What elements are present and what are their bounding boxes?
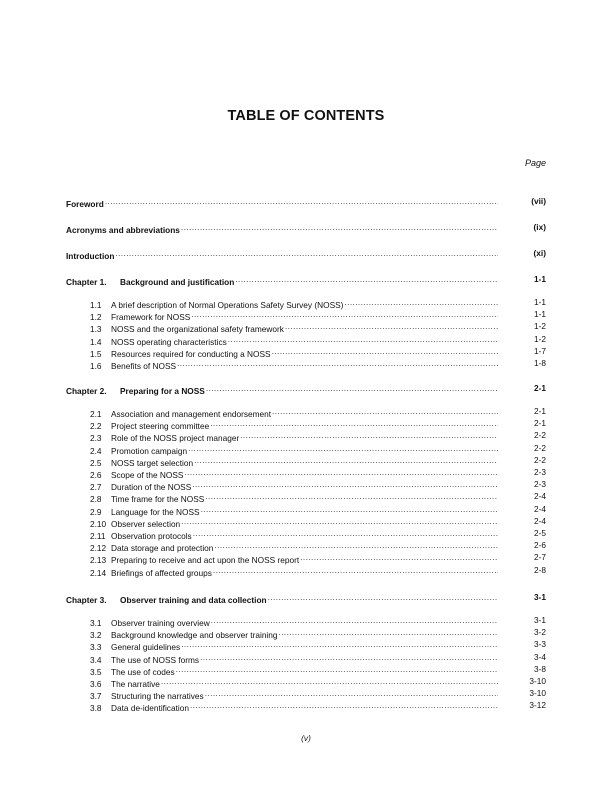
entry-number: 2.2: [90, 421, 102, 431]
dot-leader: [235, 273, 498, 285]
entry-number: 2.4: [90, 446, 102, 456]
entry-title: Data de-identification: [111, 703, 189, 713]
entry-page-number: 2-3: [534, 479, 546, 489]
entry-title: The use of codes: [111, 667, 175, 677]
entry-page-number: (ix): [533, 222, 546, 232]
entry-number: 2.6: [90, 470, 102, 480]
toc-section-entry[interactable]: [90, 357, 546, 369]
entry-number: 3.4: [90, 655, 102, 665]
entry-page-number: 2-2: [534, 443, 546, 453]
dot-leader: [177, 357, 498, 369]
entry-number: 2.14: [90, 568, 107, 578]
entry-title: Benefits of NOSS: [111, 361, 177, 371]
dot-leader: [285, 320, 498, 332]
entry-title: Observer training and data collection: [120, 595, 267, 605]
page-title: TABLE OF CONTENTS: [227, 108, 385, 124]
toc-section-entry[interactable]: [90, 490, 546, 502]
toc-section-entry[interactable]: [90, 687, 546, 699]
toc-section-entry[interactable]: [90, 478, 546, 490]
entry-number: 2.13: [90, 555, 107, 565]
entry-page-number: 2-3: [534, 467, 546, 477]
entry-title: The use of NOSS forms: [111, 655, 200, 665]
toc-section-entry[interactable]: [90, 296, 546, 308]
entry-page-number: 3-3: [534, 639, 546, 649]
entry-page-number: 3-1: [534, 615, 546, 625]
toc-section-entry[interactable]: [90, 405, 546, 417]
entry-title: Observer selection: [111, 519, 181, 529]
entry-number: 3.3: [90, 642, 102, 652]
entry-title: Resources required for conducting a NOSS: [111, 349, 271, 359]
entry-page-number: 2-8: [534, 565, 546, 575]
toc-section-entry[interactable]: [90, 564, 546, 576]
entry-number: 3.6: [90, 679, 102, 689]
toc-section-entry[interactable]: [90, 466, 546, 478]
dot-leader: [161, 675, 498, 687]
toc-section-entry[interactable]: [90, 551, 546, 563]
dot-leader: [181, 221, 498, 233]
entry-number: 2.3: [90, 433, 102, 443]
entry-title: Briefings of affected groups: [111, 568, 212, 578]
entry-number: 3.5: [90, 667, 102, 677]
entry-title: Promotion campaign: [111, 446, 188, 456]
entry-page-number: 1-2: [534, 321, 546, 331]
entry-number: 2.11: [90, 531, 106, 541]
entry-page-number: 2-7: [534, 552, 546, 562]
dot-leader: [272, 345, 498, 357]
entry-page-number: 3-4: [534, 652, 546, 662]
entry-number: 2.8: [90, 494, 102, 504]
entry-page-number: 2-2: [534, 455, 546, 465]
entry-page-number: 3-8: [534, 664, 546, 674]
page-column-label: Page: [524, 158, 546, 168]
toc-section-entry[interactable]: [90, 614, 546, 626]
entry-number: 2.10: [90, 519, 107, 529]
entry-number: 2.9: [90, 507, 102, 517]
dot-leader: [300, 551, 498, 563]
dot-leader: [214, 539, 498, 551]
entry-page-number: 2-2: [534, 430, 546, 440]
toc-section-entry[interactable]: [90, 651, 546, 663]
entry-number: 1.4: [90, 337, 102, 347]
entry-number: 3.1: [90, 618, 102, 628]
entry-title: Foreword: [66, 199, 104, 209]
entry-page-number: 2-5: [534, 528, 546, 538]
entry-page-number: 1-2: [534, 334, 546, 344]
dot-leader: [184, 466, 498, 478]
entry-number: 3.8: [90, 703, 102, 713]
entry-title: Language for the NOSS: [111, 507, 200, 517]
entry-page-number: 1-1: [534, 309, 546, 319]
dot-leader: [105, 195, 498, 207]
entry-page-number: 2-1: [534, 406, 546, 416]
entry-title: Observer training overview: [111, 618, 210, 628]
entry-page-number: 3-10: [529, 676, 546, 686]
toc-section-entry[interactable]: [90, 442, 546, 454]
toc-section-entry[interactable]: [90, 333, 546, 345]
entry-page-number: 3-10: [529, 688, 546, 698]
entry-page-number: 3-1: [534, 592, 546, 602]
entry-title: Time frame for the NOSS: [111, 494, 205, 504]
dot-leader: [206, 382, 498, 394]
entry-title: NOSS target selection: [111, 458, 194, 468]
toc-chapter-entry[interactable]: [66, 382, 546, 394]
toc-section-entry[interactable]: [90, 308, 546, 320]
dot-leader: [115, 247, 498, 259]
dot-leader: [193, 527, 498, 539]
entry-number: Chapter 2.: [66, 386, 107, 396]
toc-section-entry[interactable]: [90, 417, 546, 429]
entry-title: Project steering committee: [111, 421, 210, 431]
toc-front-matter-entry[interactable]: [66, 195, 546, 207]
entry-page-number: 2-1: [534, 418, 546, 428]
entry-title: NOSS and the organizational safety framework: [111, 324, 284, 334]
dot-leader: [192, 478, 498, 490]
entry-page-number: 2-4: [534, 491, 546, 501]
entry-title: Introduction: [66, 251, 115, 261]
toc-section-entry[interactable]: [90, 515, 546, 527]
entry-number: 1.3: [90, 324, 102, 334]
entry-title: A brief description of Normal Operations Safety Survey (NOSS): [111, 300, 344, 310]
toc-section-entry[interactable]: [90, 638, 546, 650]
toc-chapter-entry[interactable]: [66, 273, 546, 285]
entry-title: Scope of the NOSS: [111, 470, 184, 480]
dot-leader: [181, 515, 498, 527]
toc-section-entry[interactable]: [90, 345, 546, 357]
dot-leader: [176, 663, 498, 675]
dot-leader: [201, 503, 498, 515]
entry-title: Preparing for a NOSS: [120, 386, 205, 396]
dot-leader: [240, 429, 498, 441]
dot-leader: [279, 626, 498, 638]
toc-section-entry[interactable]: [90, 320, 546, 332]
entry-page-number: 2-1: [534, 383, 546, 393]
entry-title: Observation protocols: [111, 531, 192, 541]
entry-title: The narrative: [111, 679, 160, 689]
entry-page-number: 3-12: [529, 700, 546, 710]
entry-page-number: (xi): [533, 248, 546, 258]
toc-front-matter-entry[interactable]: [66, 247, 546, 259]
dot-leader: [344, 296, 498, 308]
dot-leader: [228, 333, 498, 345]
entry-page-number: 1-8: [534, 358, 546, 368]
entry-page-number: 1-7: [534, 346, 546, 356]
footer-page-number: (v): [301, 733, 311, 743]
toc-section-entry[interactable]: [90, 539, 546, 551]
dot-leader: [272, 405, 498, 417]
dot-leader: [188, 442, 498, 454]
entry-number: 1.6: [90, 361, 102, 371]
dot-leader: [268, 591, 498, 603]
entry-page-number: 1-1: [534, 274, 546, 284]
entry-number: Chapter 3.: [66, 595, 107, 605]
dot-leader: [211, 614, 498, 626]
dot-leader: [191, 308, 498, 320]
entry-number: 3.7: [90, 691, 102, 701]
toc-section-entry[interactable]: [90, 527, 546, 539]
entry-title: Preparing to receive and act upon the NOSS report: [111, 555, 300, 565]
entry-number: 2.1: [90, 409, 102, 419]
entry-title: Association and management endorsement: [111, 409, 272, 419]
entry-page-number: 2-4: [534, 516, 546, 526]
entry-number: 2.12: [90, 543, 107, 553]
toc-section-entry[interactable]: [90, 503, 546, 515]
entry-page-number: 1-1: [534, 297, 546, 307]
toc-section-entry[interactable]: [90, 626, 546, 638]
entry-title: Acronyms and abbreviations: [66, 225, 180, 235]
dot-leader: [205, 490, 498, 502]
dot-leader: [181, 638, 498, 650]
toc-section-entry[interactable]: [90, 675, 546, 687]
entry-title: Framework for NOSS: [111, 312, 191, 322]
entry-title: Background knowledge and observer training: [111, 630, 278, 640]
dot-leader: [205, 687, 498, 699]
toc-section-entry[interactable]: [90, 429, 546, 441]
entry-number: 1.5: [90, 349, 102, 359]
entry-page-number: 2-6: [534, 540, 546, 550]
dot-leader: [190, 699, 498, 711]
entry-title: General guidelines: [111, 642, 181, 652]
entry-number: 1.2: [90, 312, 102, 322]
entry-number: 1.1: [90, 300, 102, 310]
dot-leader: [210, 417, 498, 429]
entry-title: Duration of the NOSS: [111, 482, 192, 492]
entry-title: Background and justification: [120, 277, 235, 287]
toc-section-entry[interactable]: [90, 454, 546, 466]
dot-leader: [200, 651, 498, 663]
entry-number: 2.5: [90, 458, 102, 468]
entry-number: 3.2: [90, 630, 102, 640]
dot-leader: [194, 454, 498, 466]
entry-title: Structuring the narratives: [111, 691, 204, 701]
entry-page-number: 3-2: [534, 627, 546, 637]
entry-title: Role of the NOSS project manager: [111, 433, 240, 443]
entry-title: NOSS operating characteristics: [111, 337, 227, 347]
entry-title: Data storage and protection: [111, 543, 214, 553]
toc-chapter-entry[interactable]: [66, 591, 546, 603]
toc-front-matter-entry[interactable]: [66, 221, 546, 233]
dot-leader: [213, 564, 498, 576]
entry-number: 2.7: [90, 482, 102, 492]
entry-page-number: 2-4: [534, 504, 546, 514]
toc-section-entry[interactable]: [90, 663, 546, 675]
entry-page-number: (vii): [531, 196, 546, 206]
toc-section-entry[interactable]: [90, 699, 546, 711]
entry-number: Chapter 1.: [66, 277, 107, 287]
